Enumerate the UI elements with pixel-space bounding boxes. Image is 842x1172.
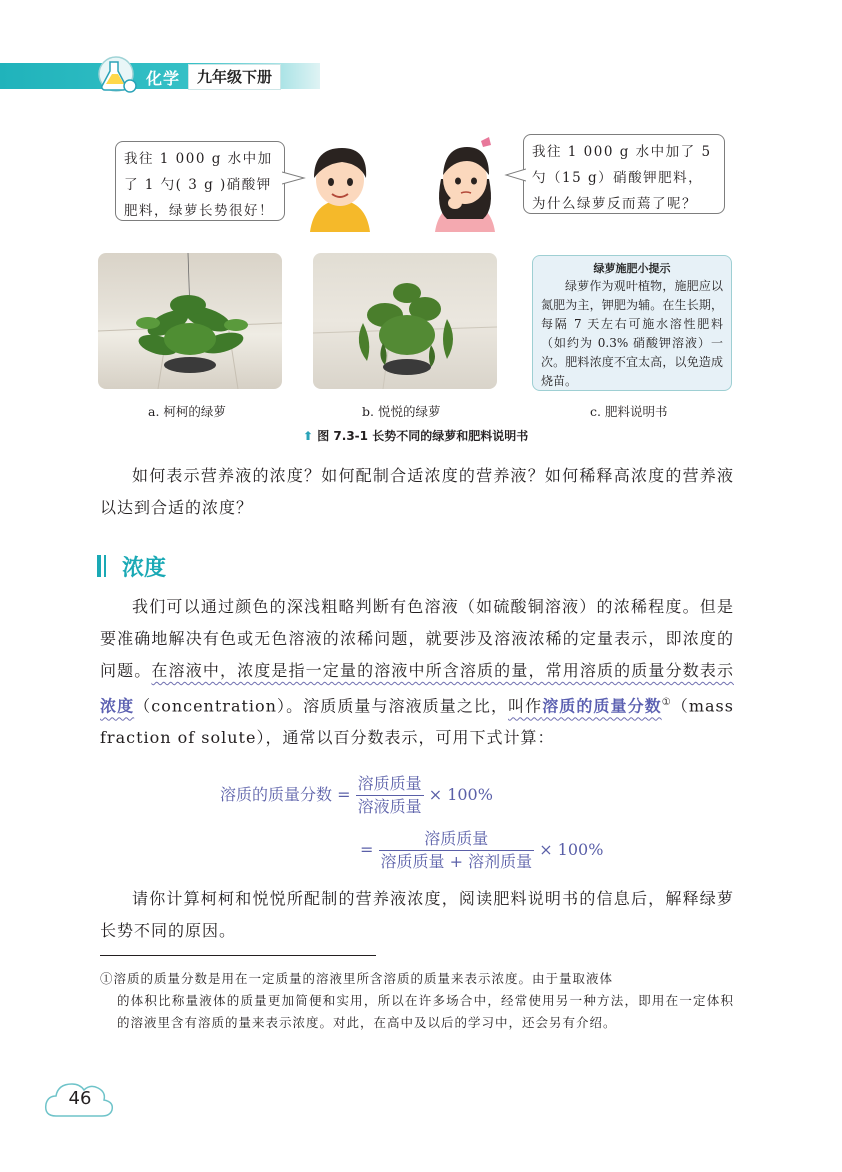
paragraph-text: 我们可以通过颜色的深浅粗略判断有色溶液（如硫酸铜溶液）的浓稀程度。但是要准确地解决有色或无色溶液的浓稀问题，就要涉及溶液浓稀的定量表示，即浓度的问题。 [100,597,734,680]
fraction-1 [356,773,424,818]
formula-lhs: 溶质的质量分数 = [220,785,351,804]
boy-illustration [300,140,380,232]
up-arrow-icon: ⬆ [303,429,314,443]
numerator: 溶质质量 [356,773,424,796]
paragraph-text: （concentration）。溶质质量与溶液质量之比， [134,696,509,716]
figure-caption [303,427,528,444]
grade-label: 九年级下册 [188,64,281,90]
task-paragraph: 请你计算柯柯和悦悦所配制的营养液浓度，阅读肥料说明书的信息后，解释绿萝长势不同的原因。 [100,889,734,940]
paragraph-text: （mass fraction of solute），通常以百分数表示，可用下式计算： [100,696,734,748]
subject-label: 化学 [146,69,181,88]
formula-line-2 [360,828,603,873]
girl-illustration [425,135,505,232]
concentration-paragraph [100,591,734,754]
caption-b: b. 悦悦的绿萝 [362,404,441,419]
boy-speech-bubble: 我往 1 000 g 水中加了 1 勺( 3 g )硝酸钾肥料，绿萝长势很好！ [115,141,285,221]
flask-logo-icon [96,54,140,94]
definition-text: 在溶液中，浓度是指一定量的溶液中所含溶质的量，常用溶质的质量分数表示 [151,661,734,680]
footnote-marker: ① [661,697,672,708]
definition-text: 叫作 [508,696,543,716]
bubble-tail-icon [504,166,526,184]
footnote [100,968,734,1034]
term-concentration: 浓度 [100,696,135,716]
term-mass-fraction: 溶质的质量分数 [542,696,662,716]
caption-a: a. 柯柯的绿萝 [148,404,226,419]
equals-sign: = [360,840,374,859]
photo-healthy-pothos [98,253,282,389]
wilted-plant-icon [313,253,497,389]
section-title: 浓度 [122,556,167,581]
caption-c: c. 肥料说明书 [590,404,668,419]
healthy-plant-icon [98,253,282,389]
times-percent: × 100% [428,785,493,804]
figure-caption-text: 图 7.3-1 长势不同的绿萝和肥料说明书 [317,429,529,443]
girl-speech-bubble: 我往 1 000 g 水中加了 5 勺（15 g）硝酸钾肥料，为什么绿萝反而蔫了呢？ [523,134,725,214]
tips-body: 绿萝作为观叶植物，施肥应以氮肥为主，钾肥为辅。在生长期，每隔 7 天左右可施水溶性肥料（如约为 0.3% 硝酸钾溶液）一次。肥料浓度不宜太高，以免造成烧苗。 [541,279,723,388]
section-marker-icon [97,555,107,577]
tips-title: 绿萝施肥小提示 [593,262,671,275]
denominator: 溶质质量 + 溶剂质量 [380,852,533,871]
photo-wilted-pothos [313,253,497,389]
definition-underlined [508,696,662,715]
page-number: 46 [68,1088,92,1109]
fertilizer-tips-box [532,255,732,391]
times-percent: × 100% [539,840,604,859]
fraction-2 [379,828,535,873]
footnote-rest: 的体积比称量液体的质量更加简便和实用，所以在许多场合中，经常使用另一种方法，即用在一定体积的溶液里含有溶质的量来表示浓度。对此，在高中及以后的学习中，还会另有介绍。 [117,993,734,1030]
numerator: 溶质质量 [379,828,535,851]
footnote-first-line: ①溶质的质量分数是用在一定质量的溶液里所含溶质的质量来表示浓度。由于量取液体 [100,971,614,986]
denominator: 溶液质量 [357,797,422,816]
formula-line-1 [220,773,493,818]
intro-question: 如何表示营养液的浓度？如何配制合适浓度的营养液？如何稀释高浓度的营养液以达到合适的浓度？ [100,466,734,517]
footnote-divider [100,955,376,956]
